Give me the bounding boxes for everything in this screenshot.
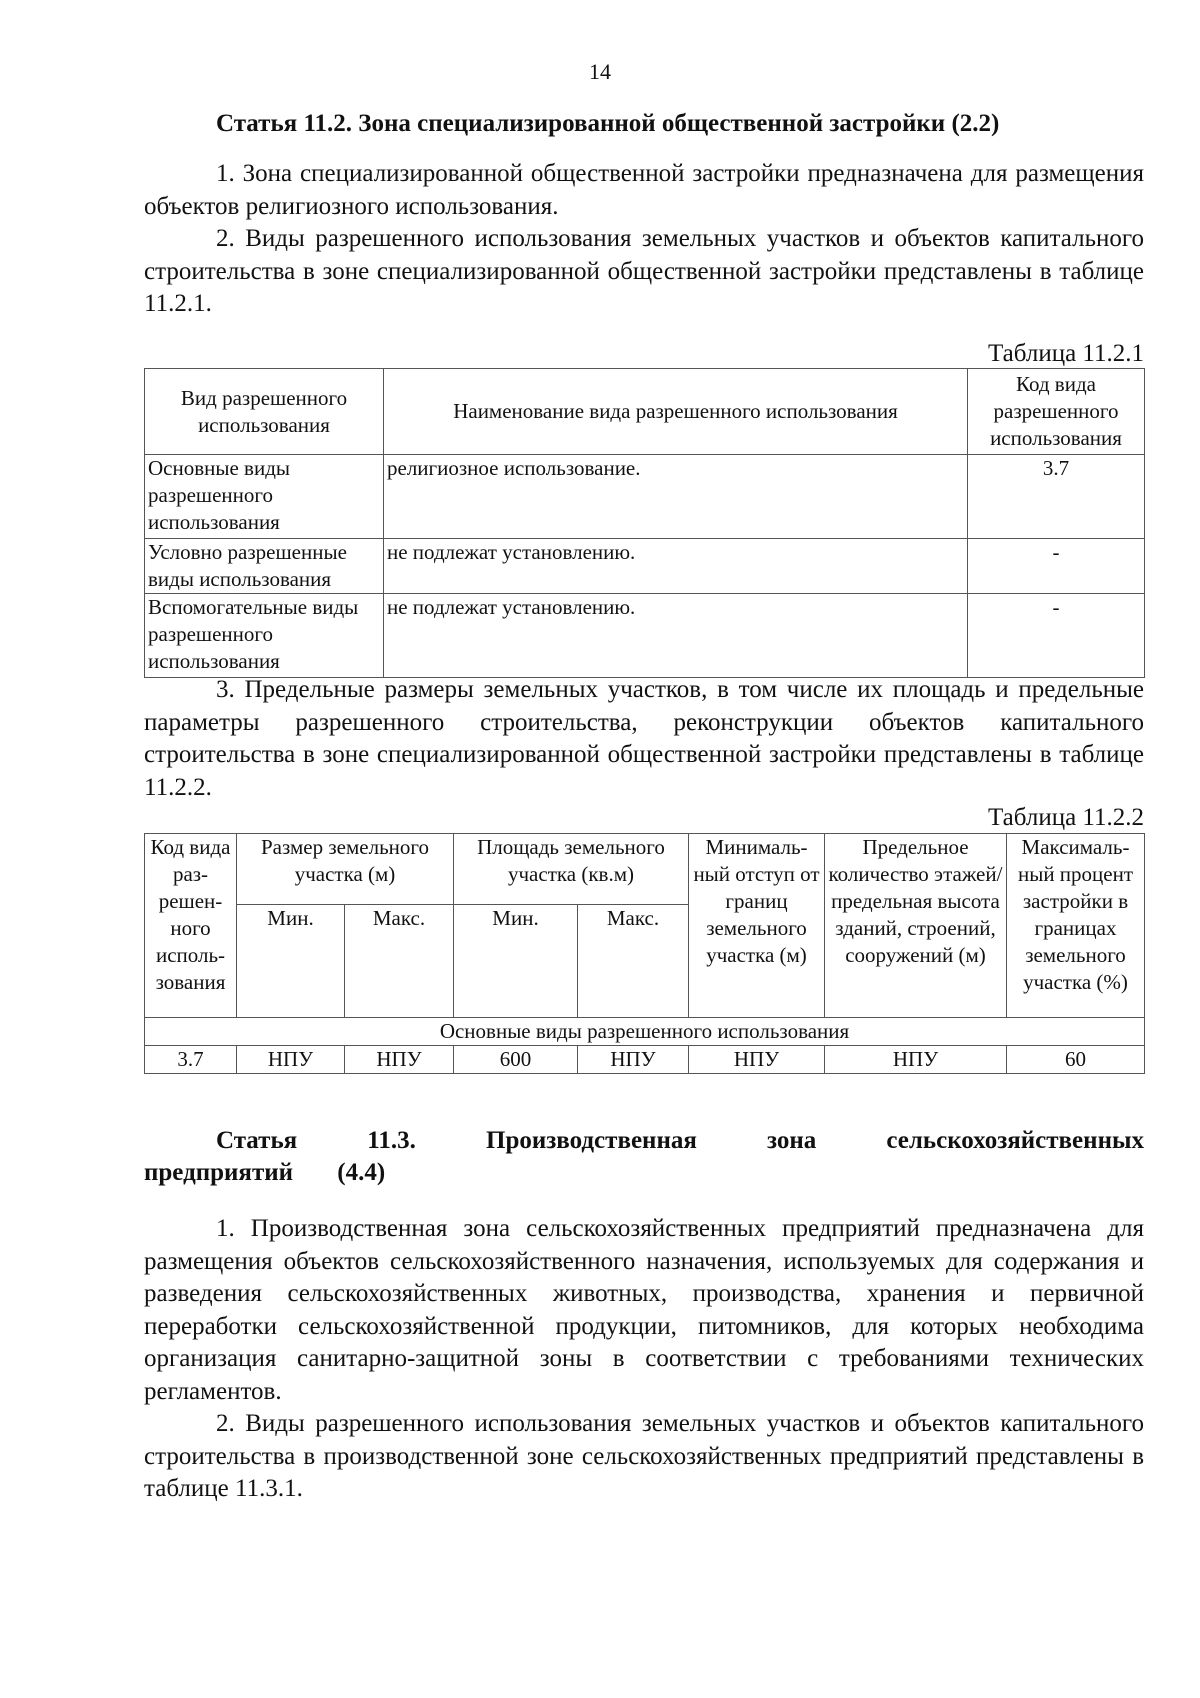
table-cell: - <box>968 539 1145 594</box>
table-header-cell: Мин. <box>237 905 345 1018</box>
table-cell: Основные виды разрешенного использования <box>145 455 384 539</box>
table-cell: Условно разрешенные виды использования <box>145 539 384 594</box>
table-11-2-1-caption: Таблица 11.2.1 <box>988 340 1144 367</box>
article-11-3-heading: Статья 11.3. Производственная зона сельскохозяйственных предприятий (4.4) <box>144 1127 1144 1186</box>
article-11-3-body <box>144 1213 1144 1506</box>
table-header-cell: Предельное количество этажей/ предельная высота зданий, строений, сооружений (м) <box>825 834 1007 1018</box>
table-cell: - <box>968 594 1145 678</box>
table-cell: НПУ <box>237 1046 345 1074</box>
article-11-2-body <box>144 158 1144 321</box>
table-row <box>145 539 1145 594</box>
table-header-cell: Код вида разрешенного использования <box>968 369 1145 455</box>
table-header-cell: Мин. <box>454 905 578 1018</box>
table-cell: Вспомогательные виды разрешенного использования <box>145 594 384 678</box>
table-header-cell: Наименование вида разрешенного использования <box>384 369 968 455</box>
table-cell: 60 <box>1007 1046 1145 1074</box>
table-cell: религиозное использование. <box>384 455 968 539</box>
table-header-cell: Макс. <box>345 905 454 1018</box>
table-row <box>145 455 1145 539</box>
table-cell: НПУ <box>578 1046 689 1074</box>
table-cell: НПУ <box>345 1046 454 1074</box>
table-header-cell: Код вида раз-решен-ного исполь-зования <box>145 834 237 1018</box>
table-cell: 3.7 <box>145 1046 237 1074</box>
table-header-cell: Размер земельного участка (м) <box>237 834 454 905</box>
table-header-cell: Максималь-ный процент застройки в границах земельного участка (%) <box>1007 834 1145 1018</box>
article-11-2-body-2 <box>144 674 1144 804</box>
article-11-3-para-2: 2. Виды разрешенного использования земельных участков и объектов капитального строительства в производственной зоне сельскохозяйственных предприятий представлены в таблице 11.3.1. <box>144 1410 1144 1502</box>
table-row <box>145 594 1145 678</box>
table-header-cell: Площадь земельного участка (кв.м) <box>454 834 689 905</box>
table-cell: НПУ <box>825 1046 1007 1074</box>
table-header-row <box>145 369 1145 455</box>
table-11-2-1 <box>144 368 1145 678</box>
table-section-row <box>145 1018 1145 1046</box>
table-section-label: Основные виды разрешенного использования <box>145 1018 1145 1046</box>
article-11-2-para-2: 2. Виды разрешенного использования земельных участков и объектов капитального строительства в зоне специализированной общественной застройки представлены в таблице 11.2.1. <box>144 225 1144 317</box>
article-11-2-para-1: 1. Зона специализированной общественной застройки предназначена для размещения объектов религиозного использования. <box>144 160 1144 220</box>
article-11-2-heading: Статья 11.2. Зона специализированной общественной застройки (2.2) <box>216 110 1000 137</box>
table-header-cell: Минималь-ный отступ от границ земельного участка (м) <box>689 834 825 1018</box>
table-cell: 600 <box>454 1046 578 1074</box>
table-header-row <box>145 834 1145 905</box>
table-11-2-2-caption: Таблица 11.2.2 <box>988 804 1144 831</box>
table-cell: НПУ <box>689 1046 825 1074</box>
table-cell: не подлежат установлению. <box>384 594 968 678</box>
table-cell: не подлежат установлению. <box>384 539 968 594</box>
table-row <box>145 1046 1145 1074</box>
table-header-cell: Макс. <box>578 905 689 1018</box>
table-cell: 3.7 <box>968 455 1145 539</box>
article-11-2-para-3: 3. Предельные размеры земельных участков, в том числе их площадь и предельные параметры разрешенного строительства, реконструкции объектов капитального строительства в зоне специализированной общественной застройки представлены в таблице 11.2.2. <box>144 676 1144 801</box>
page-number: 14 <box>589 59 611 84</box>
table-11-2-2 <box>144 833 1145 1074</box>
table-header-cell: Вид разрешенного использования <box>145 369 384 455</box>
article-11-3-para-1: 1. Производственная зона сельскохозяйственных предприятий предназначена для размещения объектов сельскохозяйственного назначения, используемых для содержания и разведения сельскохозяйственных животных, производства, хранения и первичной переработки сельскохозяйственной продукции, питомников, для которых необходима организация санитарно-защитной зоны в соответствии с требованиями технических регламентов. <box>144 1215 1144 1405</box>
